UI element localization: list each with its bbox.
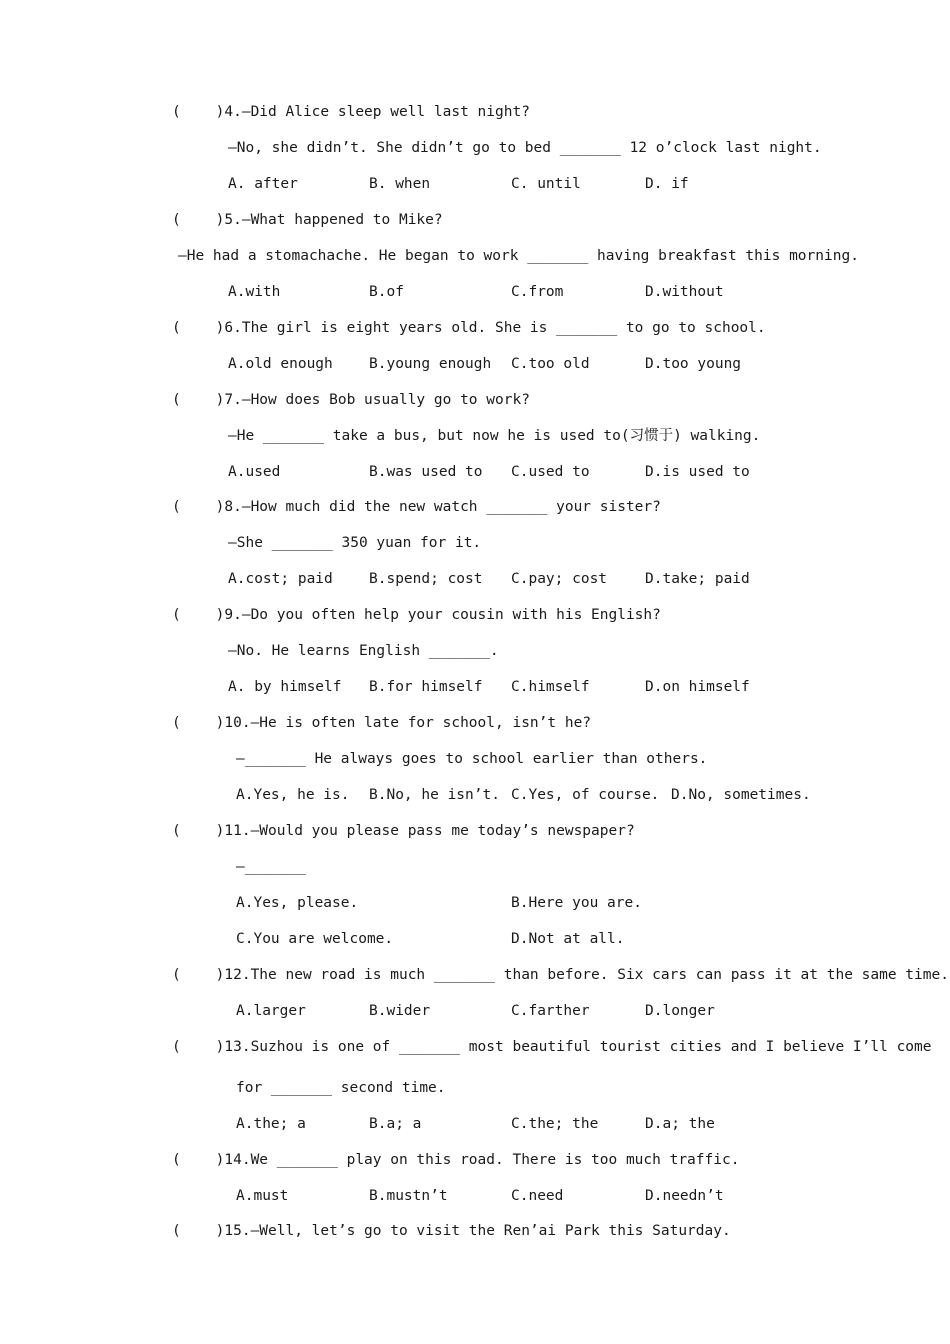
question-14-option-d: D.needn’t [645,1188,724,1204]
question-8-reply: —She _______ 350 yuan for it. [228,535,482,551]
question-14-option-c: C.need [511,1188,564,1204]
question-8-option-b: B.spend; cost [369,571,483,587]
question-5-stem: ( )5.—What happened to Mike? [172,212,443,228]
question-11-option-d: D.Not at all. [511,931,625,947]
question-9-option-a: A. by himself [228,679,342,695]
question-9-option-d: D.on himself [645,679,750,695]
question-10-option-d: D.No, sometimes. [671,787,811,803]
question-11-option-c: C.You are welcome. [236,931,394,947]
question-10-option-c: C.Yes, of course. [511,787,660,803]
question-4-reply: —No, she didn’t. She didn’t go to bed _______ 12 o’clock last night. [228,140,822,156]
question-4-option-d: D. if [645,176,689,192]
question-5-option-c: C.from [511,284,564,300]
question-7-option-b: B.was used to [369,464,483,480]
question-4-option-a: A. after [228,176,298,192]
question-6-stem: ( )6.The girl is eight years old. She is _______ to go to school. [172,320,766,336]
question-5-reply: —He had a stomachache. He began to work _______ having breakfast this morning. [178,248,859,264]
question-9-stem: ( )9.—Do you often help your cousin with his English? [172,607,661,623]
question-8-option-a: A.cost; paid [228,571,333,587]
question-6-option-d: D.too young [645,356,742,372]
question-4-stem: ( )4.—Did Alice sleep well last night? [172,104,530,120]
question-5-option-a: A.with [228,284,281,300]
question-8-option-d: D.take; paid [645,571,750,587]
question-14-option-b: B.mustn’t [369,1188,448,1204]
question-11-reply: —_______ [236,859,306,875]
question-9-reply: —No. He learns English _______. [228,643,499,659]
question-11-option-b: B.Here you are. [511,895,642,911]
question-8-stem: ( )8.—How much did the new watch _______ your sister? [172,499,661,515]
question-6-option-b: B.young enough [369,356,492,372]
question-4-option-c: C. until [511,176,581,192]
question-7-option-d: D.is used to [645,464,750,480]
question-8-option-c: C.pay; cost [511,571,608,587]
question-13-option-c: C.the; the [511,1116,599,1132]
question-14-stem: ( )14.We _______ play on this road. There is too much traffic. [172,1152,740,1168]
question-13-stem: ( )13.Suzhou is one of _______ most beautiful tourist cities and I believe I’ll come [172,1039,932,1055]
question-12-option-c: C.farther [511,1003,590,1019]
question-10-stem: ( )10.—He is often late for school, isn’t he? [172,715,592,731]
question-13-option-d: D.a; the [645,1116,715,1132]
question-9-option-c: C.himself [511,679,590,695]
question-12-stem: ( )12.The new road is much _______ than before. Six cars can pass it at the same time. [172,967,949,983]
question-14-option-a: A.must [236,1188,289,1204]
question-9-option-b: B.for himself [369,679,483,695]
question-10-option-a: A.Yes, he is. [236,787,350,803]
question-6-option-c: C.too old [511,356,590,372]
question-10-option-b: B.No, he isn’t. [369,787,500,803]
question-12-option-a: A.larger [236,1003,306,1019]
question-7-option-a: A.used [228,464,281,480]
question-6-option-a: A.old enough [228,356,333,372]
question-10-reply: —_______ He always goes to school earlier than others. [236,751,708,767]
question-4-option-b: B. when [369,176,431,192]
question-12-option-b: B.wider [369,1003,431,1019]
question-5-option-d: D.without [645,284,724,300]
question-12-option-d: D.longer [645,1003,715,1019]
question-11-stem: ( )11.—Would you please pass me today’s newspaper? [172,823,635,839]
question-5-option-b: B.of [369,284,404,300]
question-11-option-a: A.Yes, please. [236,895,359,911]
question-13-option-a: A.the; a [236,1116,306,1132]
question-13-option-b: B.a; a [369,1116,422,1132]
question-7-stem: ( )7.—How does Bob usually go to work? [172,392,530,408]
question-7-reply: —He _______ take a bus, but now he is used to(习惯于) walking. [228,428,761,444]
question-7-option-c: C.used to [511,464,590,480]
question-15-stem: ( )15.—Well, let’s go to visit the Ren’ai Park this Saturday. [172,1223,731,1239]
question-13-stem-continued: for _______ second time. [236,1080,446,1096]
